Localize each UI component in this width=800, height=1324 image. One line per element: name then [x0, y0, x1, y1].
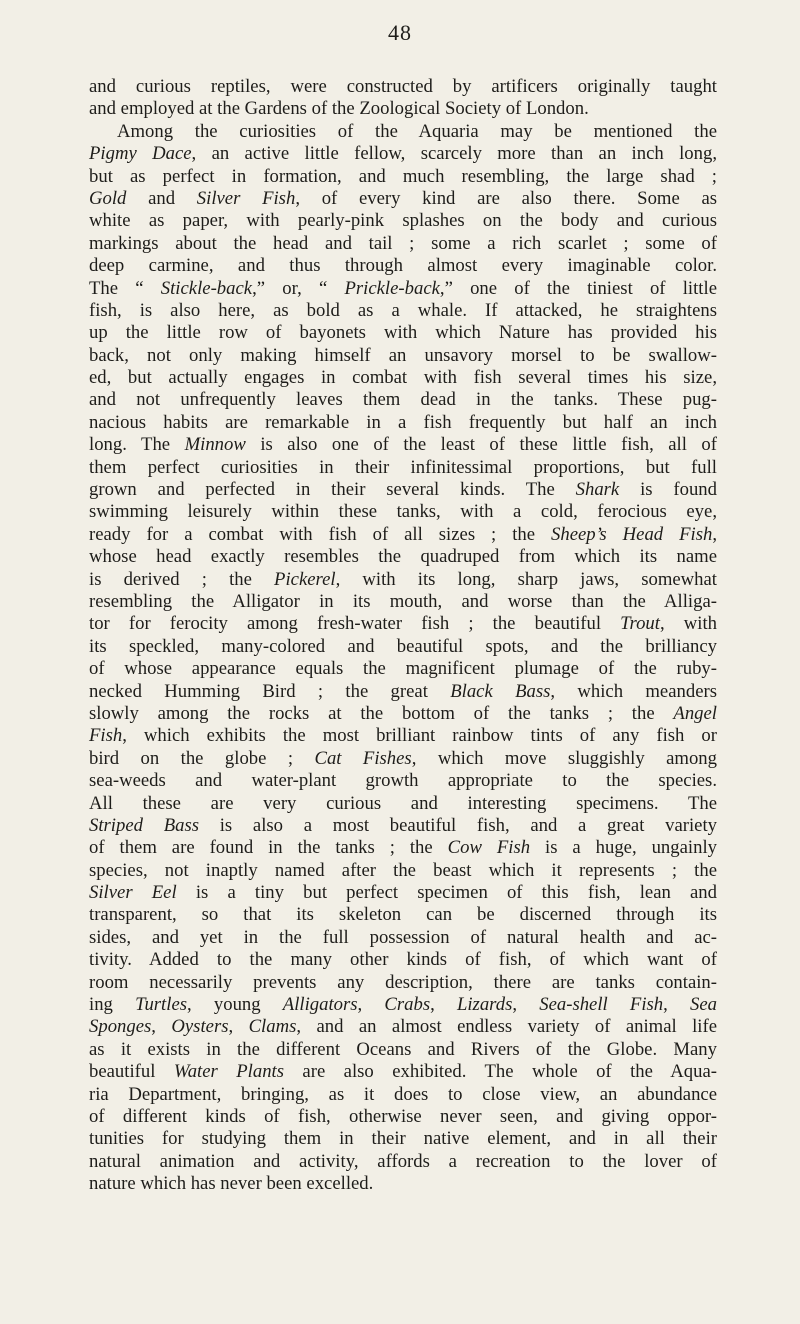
text-line: [89, 748, 717, 770]
text-line: [89, 994, 717, 1016]
italic-term: Prickle-back: [344, 277, 440, 299]
text-segment: is also a most beautiful fish, and a great variety: [199, 814, 717, 836]
text-segment: tivity. Added to the many other kinds of fish, of which want of: [89, 949, 717, 971]
page-body-text: [89, 76, 717, 1196]
italic-term: Black Bass: [450, 680, 551, 702]
text-segment: , an active little fellow, scarcely more than an inch long,: [191, 143, 717, 165]
italic-term: Sea: [690, 994, 717, 1016]
text-segment: necked Humming Bird ; the great: [89, 680, 451, 702]
italic-term: Pickerel: [274, 568, 336, 590]
text-segment: is a huge, ungainly: [530, 837, 717, 859]
text-segment: and not unfrequently leaves them dead in the tanks. These pug-: [89, 389, 717, 411]
text-line: [89, 569, 717, 591]
text-segment: slowly among the rocks at the bottom of the tanks ; the: [89, 702, 674, 724]
text-segment: them perfect curiosities in their infinitessimal proportions, but full: [89, 456, 717, 478]
italic-term: Sponges: [89, 1016, 152, 1038]
text-line: [89, 725, 717, 747]
text-segment: ing: [89, 994, 136, 1016]
italic-term: Clams: [248, 1016, 297, 1038]
text-segment: is found: [619, 479, 717, 501]
italic-term: Trout: [620, 613, 660, 635]
text-segment: whose head exactly resembles the quadruped from which its name: [89, 546, 717, 568]
text-line: [89, 188, 717, 210]
italic-term: Pigmy Dace: [89, 143, 192, 165]
text-segment: species, not inaptly named after the beast which it represents ; the: [89, 859, 717, 881]
text-segment: sides, and yet in the full possession of natural health and ac-: [89, 926, 717, 948]
italic-term: Crabs: [384, 994, 431, 1016]
text-segment: and curious reptiles, were constructed by artificers originally taught: [89, 76, 717, 97]
text-segment: , which meanders: [550, 680, 717, 702]
text-line: [89, 1151, 717, 1173]
text-segment: The “: [89, 277, 161, 299]
text-segment: up the little row of bayonets with which Nature has provided his: [89, 322, 717, 344]
text-line: [89, 546, 717, 568]
text-segment: ,: [228, 1016, 249, 1038]
text-segment: and employed at the Gardens of the Zoological Society of London.: [89, 98, 589, 120]
text-segment: tunities for studying them in their native element, and in all their: [89, 1128, 717, 1150]
text-segment: ria Department, bringing, as it does to close view, an abundance: [89, 1083, 717, 1105]
text-segment: ,: [512, 994, 540, 1016]
text-segment: natural animation and activity, affords a recreation to the lover of: [89, 1150, 717, 1172]
italic-term: Cat Fishes: [314, 747, 412, 769]
text-line: [89, 322, 717, 344]
text-segment: , which move sluggishly among: [411, 747, 717, 769]
text-line: [89, 367, 717, 389]
italic-term: Shark: [575, 479, 620, 501]
text-segment: room necessarily prevents any description, there are tanks contain-: [89, 971, 717, 993]
text-line: [89, 703, 717, 725]
italic-term: Angel: [673, 702, 717, 724]
text-segment: is a tiny but perfect specimen of this fish, lean and: [176, 882, 717, 904]
italic-term: Silver Eel: [89, 882, 177, 904]
text-segment: markings about the head and tail ; some a rich scarlet ; some of: [89, 232, 717, 254]
text-segment: , with its long, sharp jaws, somewhat: [335, 568, 718, 590]
text-segment: grown and perfected in their several kinds. The: [89, 479, 576, 501]
text-segment: , young: [187, 994, 283, 1016]
text-segment: ed, but actually engages in combat with fish several times his size,: [89, 367, 717, 389]
text-segment: its speckled, many-colored and beautiful spots, and the brilliancy: [89, 635, 717, 657]
text-line: [89, 837, 717, 859]
text-segment: , which exhibits the most brilliant rainbow tints of any fish or: [122, 725, 717, 747]
text-line: [89, 501, 717, 523]
text-segment: ,” one of the tiniest of little: [439, 277, 717, 299]
page-number: 48: [388, 20, 412, 45]
text-line: [89, 681, 717, 703]
text-line: [89, 949, 717, 971]
text-segment: fish, is also here, as bold as a whale. If attacked, he straightens: [89, 299, 717, 321]
text-segment: swimming leisurely within these tanks, with a cold, ferocious eye,: [89, 501, 717, 523]
text-line: [89, 882, 717, 904]
text-line: [89, 860, 717, 882]
text-line: [89, 412, 717, 434]
text-segment: back, not only making himself an unsavory morsel to be swallow-: [89, 344, 717, 366]
italic-term: Sea-shell Fish: [539, 994, 664, 1016]
text-segment: ,: [712, 523, 717, 545]
italic-term: Water Plants: [173, 1061, 284, 1083]
text-line: [89, 1061, 717, 1083]
text-line: [89, 278, 717, 300]
text-line: [89, 658, 717, 680]
text-segment: tor for ferocity among fresh-water fish ; the beautiful: [89, 613, 621, 635]
text-segment: , with: [659, 613, 717, 635]
italic-term: Alligators: [282, 994, 358, 1016]
text-line: [89, 1106, 717, 1128]
text-line: [89, 479, 717, 501]
text-segment: ,: [430, 994, 457, 1016]
text-segment: are also exhibited. The whole of the Aqua-: [284, 1061, 718, 1083]
italic-term: Striped Bass: [89, 814, 200, 836]
text-segment: ,” or, “: [252, 277, 345, 299]
text-segment: nacious habits are remarkable in a fish frequently but half an inch: [89, 411, 717, 433]
italic-term: Gold: [89, 187, 127, 209]
text-line: [89, 121, 717, 143]
text-line: [89, 770, 717, 792]
text-line: [89, 345, 717, 367]
text-segment: of whose appearance equals the magnificent plumage of the ruby-: [89, 658, 717, 680]
text-line: [89, 972, 717, 994]
text-line: [89, 815, 717, 837]
text-segment: transparent, so that its skeleton can be discerned through its: [89, 904, 717, 926]
text-line: [89, 143, 717, 165]
text-line: [89, 524, 717, 546]
text-line: [89, 1173, 717, 1195]
text-line: [89, 1016, 717, 1038]
text-line: [89, 300, 717, 322]
text-line: [89, 793, 717, 815]
text-segment: beautiful: [89, 1061, 174, 1083]
text-segment: is also one of the least of these little fish, all of: [245, 434, 717, 456]
text-line: [89, 1128, 717, 1150]
text-line: [89, 98, 717, 120]
text-line: [89, 255, 717, 277]
text-segment: bird on the globe ;: [89, 747, 315, 769]
text-line: [89, 1039, 717, 1061]
text-line: [89, 591, 717, 613]
italic-term: Lizards: [456, 994, 513, 1016]
text-segment: is derived ; the: [89, 568, 275, 590]
text-line: [89, 613, 717, 635]
text-segment: , and an almost endless variety of animal life: [296, 1016, 718, 1038]
text-segment: ready for a combat with fish of all sizes ; the: [89, 523, 551, 545]
text-segment: All these are very curious and interesting specimens. The: [89, 792, 717, 814]
text-segment: sea-weeds and water-plant growth appropriate to the species.: [89, 770, 717, 792]
italic-term: Sheep’s Head Fish: [551, 523, 713, 545]
text-segment: nature which has never been excelled.: [89, 1173, 374, 1195]
text-segment: ,: [151, 1016, 172, 1038]
text-segment: ,: [357, 994, 385, 1016]
italic-term: Cow Fish: [447, 837, 531, 859]
text-line: [89, 927, 717, 949]
italic-term: Fish: [89, 725, 123, 747]
text-segment: and: [126, 187, 197, 209]
italic-term: Stickle-back: [160, 277, 253, 299]
text-segment: as it exists in the different Oceans and Rivers of the Globe. Many: [89, 1038, 717, 1060]
text-segment: long. The: [89, 434, 185, 456]
text-line: [89, 76, 717, 98]
text-segment: , of every kind are also there. Some as: [295, 187, 718, 209]
text-segment: ,: [663, 994, 691, 1016]
italic-term: Silver Fish: [196, 187, 296, 209]
text-line: [89, 636, 717, 658]
italic-term: Minnow: [184, 434, 246, 456]
text-segment: resembling the Alligator in its mouth, and worse than the Alliga-: [89, 590, 717, 612]
text-line: [89, 389, 717, 411]
text-line: [89, 166, 717, 188]
text-line: [89, 457, 717, 479]
text-segment: deep carmine, and thus through almost every imaginable color.: [89, 255, 717, 277]
italic-term: Oysters: [171, 1016, 229, 1038]
text-line: [89, 434, 717, 456]
text-line: [89, 233, 717, 255]
text-segment: Among the curiosities of the Aquaria may be mentioned the: [117, 120, 717, 142]
text-segment: of them are found in the tanks ; the: [89, 837, 448, 859]
text-segment: but as perfect in formation, and much resembling, the large shad ;: [89, 165, 717, 187]
text-segment: of different kinds of fish, otherwise never seen, and giving oppor-: [89, 1105, 717, 1127]
text-line: [89, 1084, 717, 1106]
italic-term: Turtles: [135, 994, 188, 1016]
text-line: [89, 210, 717, 232]
text-segment: white as paper, with pearly-pink splashes on the body and curious: [89, 210, 717, 232]
text-line: [89, 904, 717, 926]
